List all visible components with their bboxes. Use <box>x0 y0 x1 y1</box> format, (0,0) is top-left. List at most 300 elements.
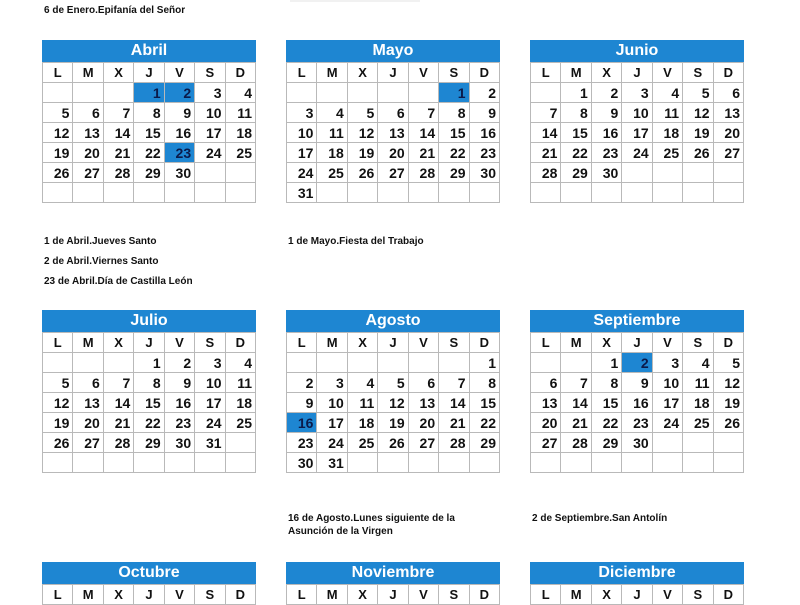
day-cell: 3 <box>287 103 317 123</box>
day-cell: 31 <box>287 183 317 203</box>
day-cell: 4 <box>652 83 682 103</box>
weekday-header-row <box>287 63 500 83</box>
week-row <box>287 453 500 473</box>
day-cell: 1 <box>134 83 164 103</box>
day-cell <box>347 353 377 373</box>
day-cell <box>469 453 499 473</box>
week-row <box>43 373 256 393</box>
day-cell: 2 <box>591 83 621 103</box>
day-cell: 28 <box>103 163 133 183</box>
day-cell <box>713 163 743 183</box>
day-cell <box>103 353 133 373</box>
weekday-header: X <box>591 333 621 353</box>
week-row <box>531 83 744 103</box>
week-row <box>43 183 256 203</box>
week-row <box>531 413 744 433</box>
day-cell <box>531 453 561 473</box>
weekday-header: L <box>43 333 73 353</box>
day-cell: 13 <box>73 393 103 413</box>
day-cell: 24 <box>195 143 225 163</box>
day-cell: 25 <box>347 433 377 453</box>
calendar-grid <box>42 332 256 473</box>
day-cell: 12 <box>683 103 713 123</box>
day-cell: 15 <box>469 393 499 413</box>
month-title: Septiembre <box>530 310 744 332</box>
day-cell <box>73 83 103 103</box>
week-row <box>287 353 500 373</box>
day-cell: 12 <box>378 393 408 413</box>
day-cell <box>408 353 438 373</box>
weekday-header: S <box>439 63 469 83</box>
day-cell: 10 <box>622 103 652 123</box>
weekday-header-row <box>43 333 256 353</box>
day-cell <box>43 183 73 203</box>
day-cell: 24 <box>195 413 225 433</box>
week-row <box>287 123 500 143</box>
day-cell <box>683 183 713 203</box>
week-row <box>531 103 744 123</box>
day-cell: 21 <box>531 143 561 163</box>
weekday-header: L <box>287 63 317 83</box>
weekday-header-row <box>287 333 500 353</box>
day-cell: 18 <box>652 123 682 143</box>
day-cell <box>225 183 255 203</box>
day-cell: 13 <box>531 393 561 413</box>
weekday-header: L <box>287 585 317 605</box>
weekday-header: L <box>531 333 561 353</box>
weekday-header: V <box>408 585 438 605</box>
day-cell <box>73 353 103 373</box>
day-cell: 22 <box>591 413 621 433</box>
weekday-header: J <box>378 63 408 83</box>
day-cell: 23 <box>622 413 652 433</box>
day-cell <box>347 453 377 473</box>
day-cell: 23 <box>164 413 194 433</box>
day-cell: 25 <box>225 413 255 433</box>
weekday-header: V <box>164 585 194 605</box>
day-cell: 18 <box>225 393 255 413</box>
day-cell: 2 <box>622 353 652 373</box>
day-cell <box>164 183 194 203</box>
day-cell <box>378 353 408 373</box>
week-row <box>531 123 744 143</box>
day-cell: 31 <box>195 433 225 453</box>
weekday-header: S <box>683 585 713 605</box>
day-cell: 10 <box>287 123 317 143</box>
day-cell <box>195 183 225 203</box>
week-row <box>531 353 744 373</box>
day-cell: 28 <box>103 433 133 453</box>
month-title: Octubre <box>42 562 256 584</box>
day-cell: 21 <box>408 143 438 163</box>
notes-mayo <box>288 232 424 252</box>
day-cell: 10 <box>317 393 347 413</box>
weekday-header: M <box>561 333 591 353</box>
day-cell: 7 <box>439 373 469 393</box>
day-cell: 5 <box>378 373 408 393</box>
weekday-header: V <box>164 63 194 83</box>
day-cell: 5 <box>683 83 713 103</box>
day-cell <box>439 453 469 473</box>
day-cell: 3 <box>317 373 347 393</box>
day-cell: 21 <box>103 143 133 163</box>
holiday-note: 16 de Agosto.Lunes siguiente de la <box>288 513 455 524</box>
notes-agosto <box>288 512 455 538</box>
week-row <box>43 143 256 163</box>
day-cell: 11 <box>652 103 682 123</box>
day-cell <box>408 453 438 473</box>
day-cell: 25 <box>652 143 682 163</box>
day-cell: 5 <box>43 373 73 393</box>
day-cell: 12 <box>347 123 377 143</box>
day-cell <box>225 163 255 183</box>
day-cell <box>378 453 408 473</box>
month-agosto <box>286 310 500 473</box>
week-row <box>43 433 256 453</box>
day-cell: 8 <box>469 373 499 393</box>
day-cell <box>378 83 408 103</box>
day-cell: 27 <box>73 433 103 453</box>
day-cell: 30 <box>469 163 499 183</box>
day-cell: 16 <box>164 123 194 143</box>
weekday-header: X <box>591 585 621 605</box>
day-cell: 17 <box>317 413 347 433</box>
day-cell <box>652 163 682 183</box>
day-cell: 9 <box>164 373 194 393</box>
day-cell: 24 <box>652 413 682 433</box>
day-cell <box>561 183 591 203</box>
day-cell: 3 <box>622 83 652 103</box>
day-cell: 18 <box>347 413 377 433</box>
weekday-header: X <box>347 585 377 605</box>
weekday-header: X <box>103 333 133 353</box>
weekday-header: D <box>469 333 499 353</box>
day-cell: 20 <box>408 413 438 433</box>
day-cell <box>195 163 225 183</box>
day-cell: 23 <box>469 143 499 163</box>
holiday-note-epifania: 6 de Enero.Epifanía del Señor <box>44 5 186 16</box>
holiday-note: 23 de Abril.Día de Castilla León <box>44 276 193 287</box>
week-row <box>531 163 744 183</box>
calendar-grid <box>286 584 500 605</box>
day-cell: 15 <box>439 123 469 143</box>
day-cell: 5 <box>347 103 377 123</box>
day-cell: 18 <box>317 143 347 163</box>
day-cell: 8 <box>134 103 164 123</box>
day-cell: 27 <box>408 433 438 453</box>
month-septiembre <box>530 310 744 473</box>
day-cell <box>591 453 621 473</box>
day-cell: 7 <box>103 373 133 393</box>
day-cell: 24 <box>287 163 317 183</box>
day-cell <box>469 183 499 203</box>
weekday-header-row <box>531 333 744 353</box>
day-cell <box>225 453 255 473</box>
day-cell <box>317 83 347 103</box>
week-row <box>43 353 256 373</box>
weekday-header: L <box>531 63 561 83</box>
day-cell: 28 <box>531 163 561 183</box>
weekday-header: X <box>103 63 133 83</box>
day-cell: 13 <box>378 123 408 143</box>
day-cell <box>287 83 317 103</box>
day-cell: 10 <box>195 373 225 393</box>
day-cell: 7 <box>531 103 561 123</box>
day-cell: 6 <box>408 373 438 393</box>
weekday-header: M <box>561 63 591 83</box>
day-cell: 29 <box>469 433 499 453</box>
day-cell: 9 <box>164 103 194 123</box>
day-cell: 7 <box>561 373 591 393</box>
holiday-note: 1 de Abril.Jueves Santo <box>44 236 157 247</box>
day-cell <box>347 183 377 203</box>
weekday-header: J <box>622 585 652 605</box>
calendar-grid <box>530 62 744 203</box>
day-cell: 22 <box>439 143 469 163</box>
day-cell: 31 <box>317 453 347 473</box>
day-cell: 8 <box>439 103 469 123</box>
day-cell: 6 <box>378 103 408 123</box>
week-row <box>287 163 500 183</box>
day-cell: 25 <box>317 163 347 183</box>
day-cell: 29 <box>591 433 621 453</box>
weekday-header: M <box>317 63 347 83</box>
weekday-header: D <box>713 585 743 605</box>
day-cell: 1 <box>439 83 469 103</box>
day-cell: 11 <box>683 373 713 393</box>
weekday-header: D <box>713 63 743 83</box>
day-cell: 3 <box>195 83 225 103</box>
day-cell: 19 <box>43 143 73 163</box>
month-title: Mayo <box>286 40 500 62</box>
day-cell: 24 <box>317 433 347 453</box>
month-diciembre <box>530 562 744 605</box>
weekday-header: D <box>469 63 499 83</box>
day-cell: 18 <box>683 393 713 413</box>
day-cell: 19 <box>713 393 743 413</box>
weekday-header: V <box>652 585 682 605</box>
day-cell: 21 <box>439 413 469 433</box>
weekday-header: J <box>378 585 408 605</box>
day-cell: 30 <box>164 163 194 183</box>
day-cell: 20 <box>73 413 103 433</box>
day-cell: 10 <box>652 373 682 393</box>
calendar-grid <box>530 332 744 473</box>
weekday-header: J <box>622 333 652 353</box>
day-cell: 26 <box>43 163 73 183</box>
day-cell <box>531 83 561 103</box>
day-cell: 30 <box>591 163 621 183</box>
day-cell: 13 <box>408 393 438 413</box>
day-cell: 23 <box>164 143 194 163</box>
day-cell: 20 <box>73 143 103 163</box>
day-cell: 26 <box>713 413 743 433</box>
day-cell: 14 <box>439 393 469 413</box>
weekday-header: L <box>531 585 561 605</box>
day-cell: 11 <box>225 103 255 123</box>
day-cell <box>652 433 682 453</box>
weekday-header: X <box>103 585 133 605</box>
day-cell: 11 <box>317 123 347 143</box>
weekday-header-row <box>531 585 744 605</box>
month-title: Abril <box>42 40 256 62</box>
day-cell: 4 <box>683 353 713 373</box>
day-cell <box>225 433 255 453</box>
day-cell: 10 <box>195 103 225 123</box>
day-cell: 28 <box>408 163 438 183</box>
day-cell: 16 <box>287 413 317 433</box>
day-cell: 17 <box>622 123 652 143</box>
day-cell: 15 <box>561 123 591 143</box>
day-cell: 15 <box>134 123 164 143</box>
day-cell: 27 <box>378 163 408 183</box>
week-row <box>287 393 500 413</box>
day-cell: 14 <box>561 393 591 413</box>
day-cell: 14 <box>531 123 561 143</box>
day-cell: 1 <box>561 83 591 103</box>
week-row <box>287 183 500 203</box>
day-cell <box>439 353 469 373</box>
day-cell <box>43 453 73 473</box>
weekday-header: M <box>561 585 591 605</box>
week-row <box>531 143 744 163</box>
day-cell: 14 <box>103 393 133 413</box>
day-cell: 29 <box>439 163 469 183</box>
day-cell: 5 <box>43 103 73 123</box>
day-cell <box>622 163 652 183</box>
calendar-grid <box>530 584 744 605</box>
day-cell: 15 <box>591 393 621 413</box>
day-cell: 7 <box>408 103 438 123</box>
day-cell: 9 <box>591 103 621 123</box>
cropped-top-text <box>290 0 420 2</box>
day-cell <box>317 183 347 203</box>
day-cell: 2 <box>469 83 499 103</box>
day-cell: 8 <box>561 103 591 123</box>
day-cell <box>287 353 317 373</box>
day-cell <box>652 453 682 473</box>
day-cell: 7 <box>103 103 133 123</box>
day-cell <box>103 183 133 203</box>
week-row <box>43 393 256 413</box>
day-cell: 1 <box>469 353 499 373</box>
day-cell <box>134 453 164 473</box>
day-cell: 13 <box>73 123 103 143</box>
day-cell: 26 <box>683 143 713 163</box>
calendar-grid <box>42 584 256 605</box>
week-row <box>43 103 256 123</box>
weekday-header: J <box>134 63 164 83</box>
day-cell <box>591 183 621 203</box>
week-row <box>531 393 744 413</box>
day-cell: 9 <box>469 103 499 123</box>
day-cell: 4 <box>225 353 255 373</box>
day-cell <box>439 183 469 203</box>
weekday-header: D <box>225 333 255 353</box>
weekday-header-row <box>43 585 256 605</box>
day-cell: 2 <box>164 353 194 373</box>
day-cell: 3 <box>195 353 225 373</box>
weekday-header: L <box>287 333 317 353</box>
day-cell: 12 <box>43 393 73 413</box>
month-title: Junio <box>530 40 744 62</box>
weekday-header-row <box>287 585 500 605</box>
week-row <box>287 103 500 123</box>
weekday-header: S <box>195 63 225 83</box>
day-cell <box>561 353 591 373</box>
day-cell <box>652 183 682 203</box>
day-cell <box>713 183 743 203</box>
weekday-header: M <box>73 585 103 605</box>
week-row <box>43 83 256 103</box>
weekday-header: S <box>439 333 469 353</box>
weekday-header: D <box>469 585 499 605</box>
calendar-grid <box>42 62 256 203</box>
holiday-note: Asunción de la Virgen <box>288 526 393 537</box>
weekday-header: V <box>652 333 682 353</box>
day-cell: 30 <box>622 433 652 453</box>
day-cell: 1 <box>591 353 621 373</box>
day-cell: 8 <box>134 373 164 393</box>
day-cell: 9 <box>622 373 652 393</box>
holiday-note: 2 de Septiembre.San Antolín <box>532 513 668 524</box>
day-cell: 19 <box>378 413 408 433</box>
day-cell: 20 <box>713 123 743 143</box>
day-cell: 27 <box>531 433 561 453</box>
weekday-header: S <box>195 585 225 605</box>
day-cell: 22 <box>134 413 164 433</box>
day-cell <box>531 183 561 203</box>
day-cell: 26 <box>347 163 377 183</box>
day-cell: 20 <box>531 413 561 433</box>
day-cell <box>347 83 377 103</box>
month-title: Agosto <box>286 310 500 332</box>
day-cell: 18 <box>225 123 255 143</box>
weekday-header: J <box>134 585 164 605</box>
day-cell: 3 <box>652 353 682 373</box>
weekday-header: V <box>408 333 438 353</box>
notes-abril <box>44 232 193 292</box>
day-cell <box>408 83 438 103</box>
weekday-header: S <box>439 585 469 605</box>
week-row <box>287 433 500 453</box>
weekday-header: M <box>317 585 347 605</box>
day-cell: 14 <box>103 123 133 143</box>
day-cell: 23 <box>287 433 317 453</box>
day-cell: 5 <box>713 353 743 373</box>
day-cell: 6 <box>531 373 561 393</box>
day-cell: 16 <box>164 393 194 413</box>
day-cell: 27 <box>713 143 743 163</box>
weekday-header: M <box>73 63 103 83</box>
weekday-header: V <box>652 63 682 83</box>
weekday-header: X <box>347 63 377 83</box>
day-cell <box>134 183 164 203</box>
week-row <box>287 373 500 393</box>
day-cell: 21 <box>103 413 133 433</box>
week-row <box>531 433 744 453</box>
day-cell: 20 <box>378 143 408 163</box>
day-cell: 25 <box>683 413 713 433</box>
weekday-header: S <box>195 333 225 353</box>
day-cell <box>683 453 713 473</box>
weekday-header-row <box>531 63 744 83</box>
day-cell: 8 <box>591 373 621 393</box>
week-row <box>531 453 744 473</box>
day-cell <box>73 183 103 203</box>
day-cell <box>195 453 225 473</box>
week-row <box>287 413 500 433</box>
